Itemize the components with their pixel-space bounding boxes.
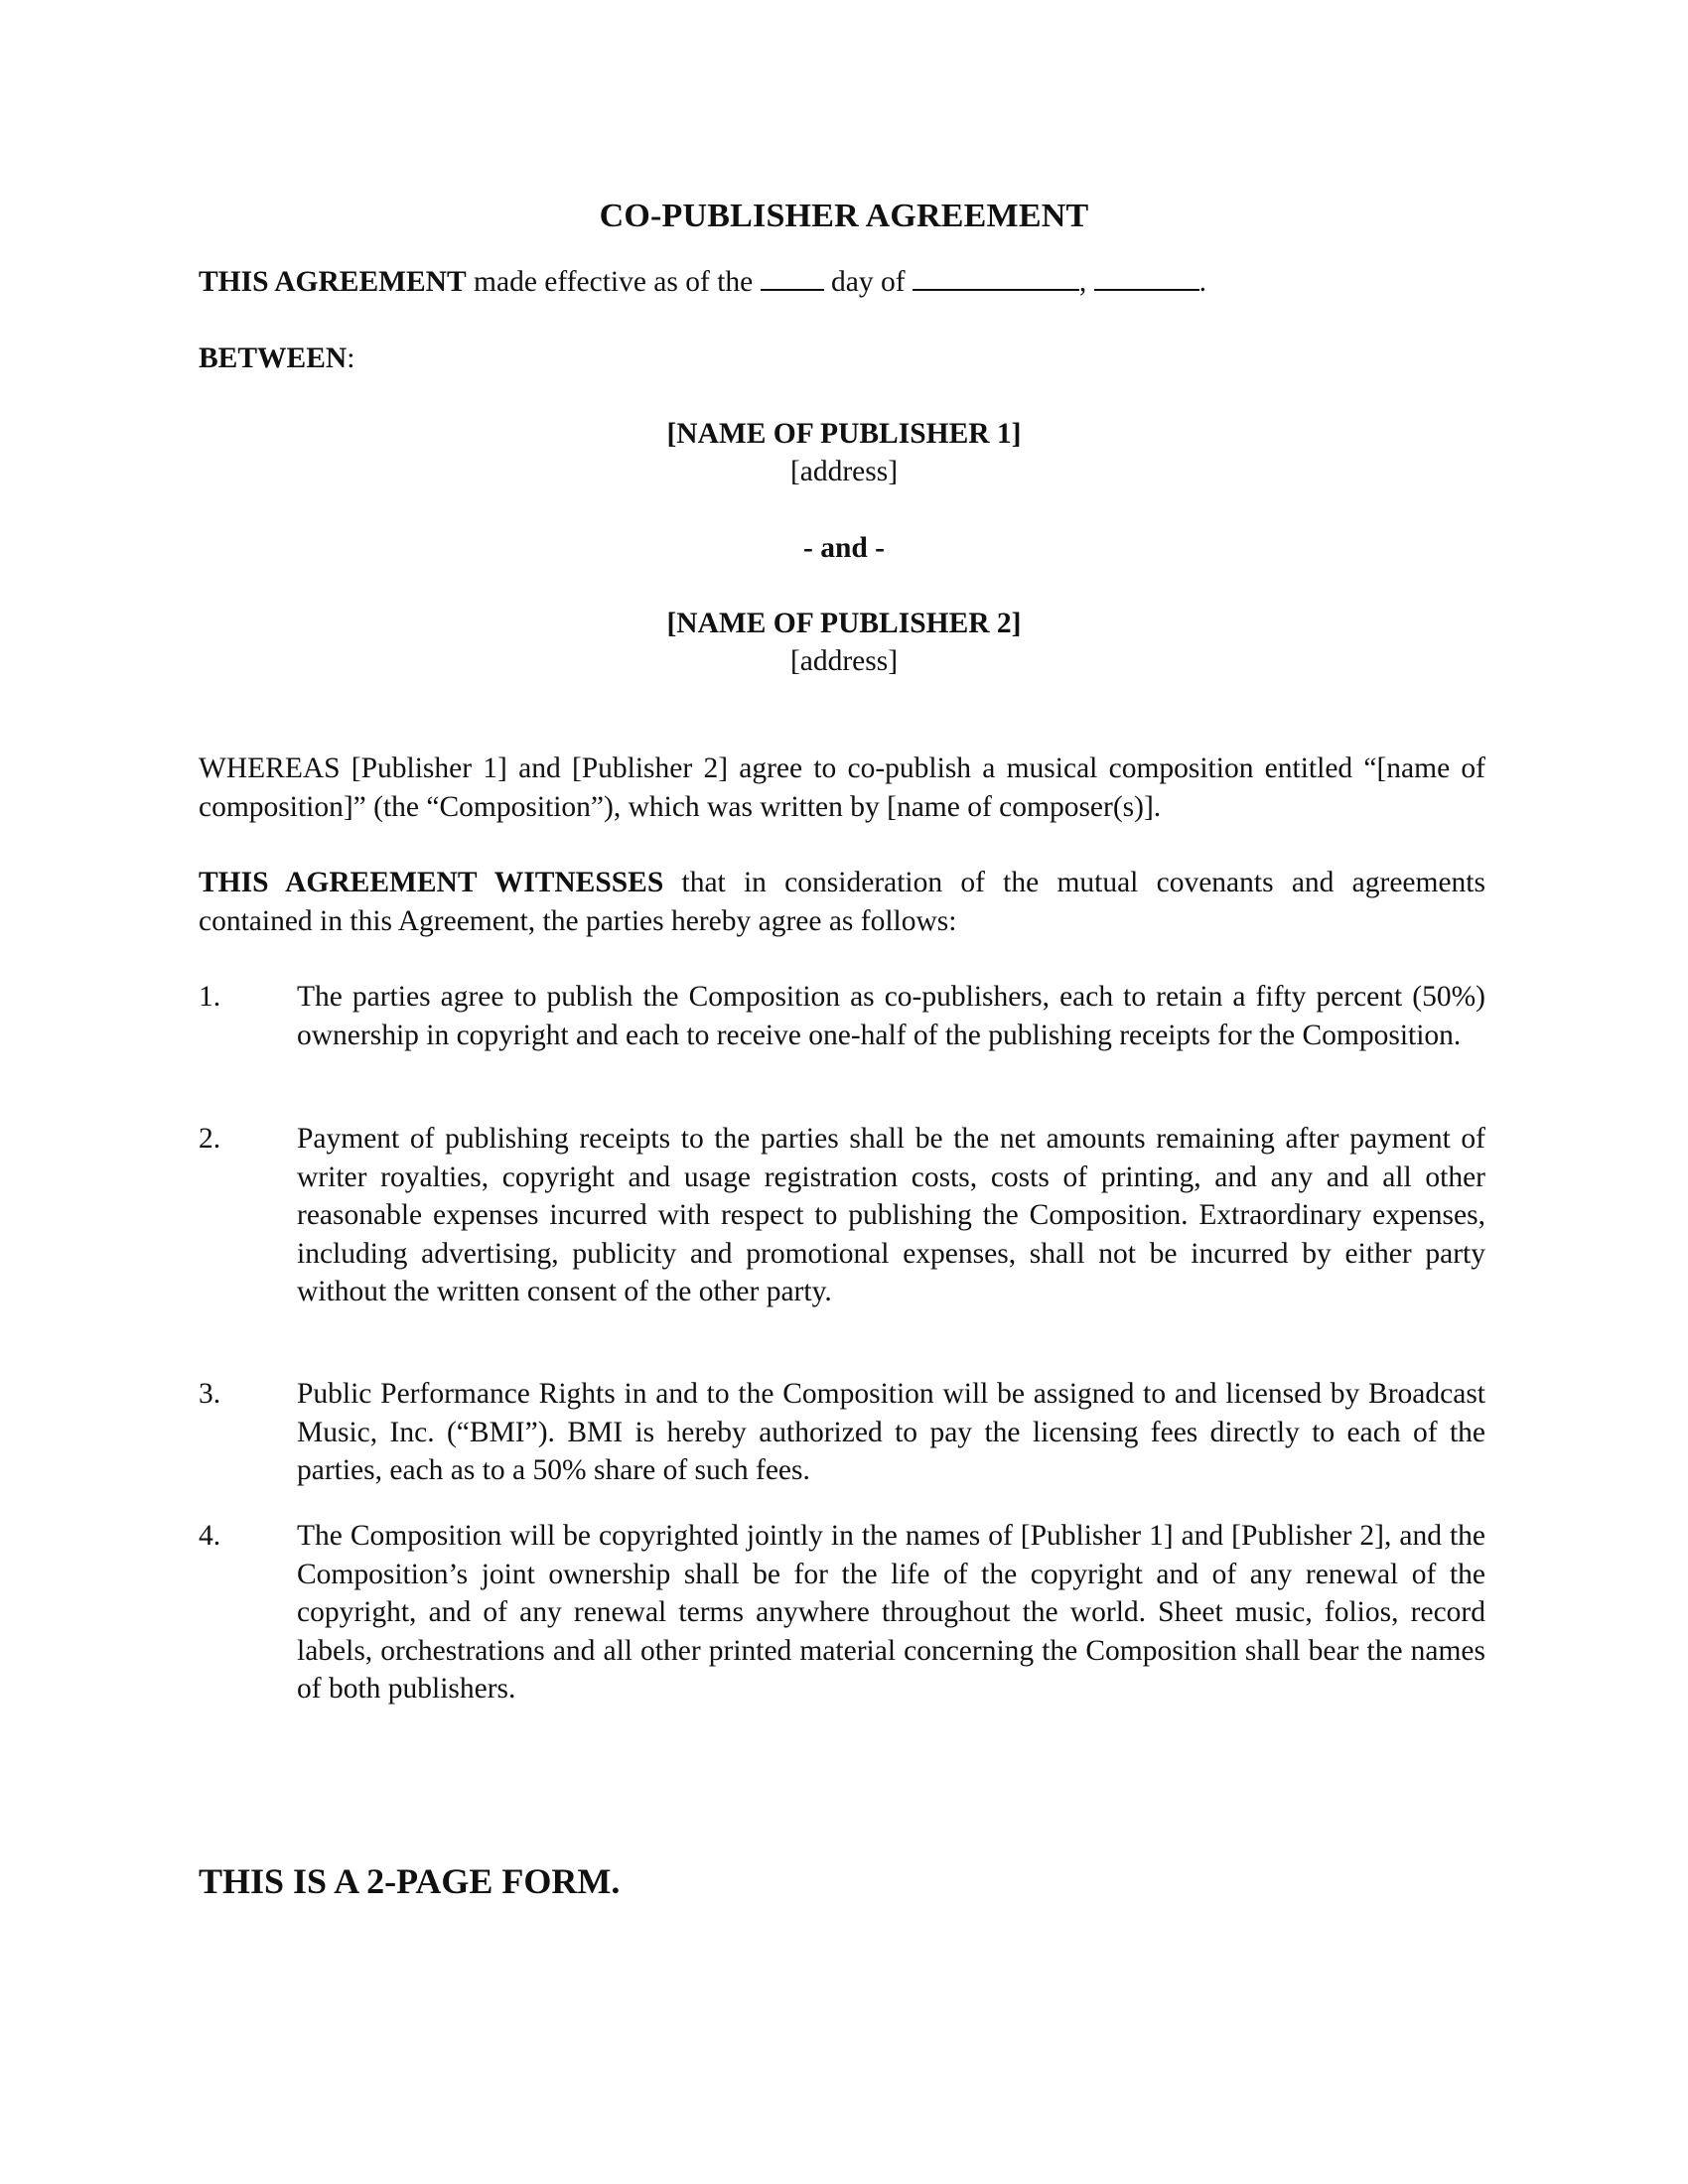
- clause-text: The Composition will be copyrighted jointly in the names of [Publisher 1] and [Publisher 2], and the Composition’s joint ownership shall be for the life of the copyright and of any renewal of the copyright, and of any renewal terms anywhere throughout the world. Sheet music, folios, record labels, orchestrations and all other printed material concerning the Composition shall bear the names of both publishers.: [297, 1520, 1485, 1705]
- effective-lead: THIS AGREEMENT: [199, 266, 467, 298]
- day-blank[interactable]: [761, 263, 824, 291]
- clause-4: [199, 1517, 1485, 1708]
- document-title: CO-PUBLISHER AGREEMENT: [599, 198, 1089, 234]
- clause-number: 3.: [199, 1378, 221, 1410]
- clause-text: Public Performance Rights in and to the Composition will be assigned to and licensed by Broadcast Music, Inc. (“BMI”). BMI is hereby authorized to pay the licensing fees directly to each of the parties, each as to a 50% share of such fees.: [297, 1378, 1485, 1486]
- month-blank[interactable]: [913, 263, 1079, 291]
- party-1-name: [NAME OF PUBLISHER 1]: [666, 418, 1022, 450]
- party-2-address: [address]: [789, 645, 899, 677]
- clause-number: 4.: [199, 1520, 221, 1552]
- witnesses-paragraph: [199, 864, 1485, 940]
- clause-1: [199, 978, 1485, 1054]
- year-blank[interactable]: [1094, 263, 1199, 291]
- effective-text-2: day of: [823, 266, 913, 298]
- page-count-note: THIS IS A 2-PAGE FORM.: [199, 1861, 621, 1901]
- effective-text-1: made effective as of the: [466, 266, 761, 298]
- effective-text-4: .: [1198, 266, 1207, 298]
- between-label: BETWEEN: [199, 342, 348, 374]
- witnesses-text: that in consideration of the mutual covenants and agreements contained in this Agreement, the parties hereby agree as follows:: [199, 867, 1485, 937]
- effective-text-3: ,: [1078, 266, 1094, 298]
- witnesses-lead: THIS AGREEMENT WITNESSES: [199, 867, 664, 898]
- and-separator: - and -: [803, 532, 885, 564]
- recital-paragraph: WHEREAS [Publisher 1] and [Publisher 2] agree to co-publish a musical composition entitled “[name of composition]” (the “Composition”), which was written by [name of composer(s)].: [199, 752, 1485, 823]
- clause-3: [199, 1375, 1485, 1490]
- clause-text: Payment of publishing receipts to the parties shall be the net amounts remaining after payment of writer royalties, copyright and usage registration costs, costs of printing, and any and all other reasonable expenses incurred with respect to publishing the Composition. Extraordinary expenses, including advertising, publicity and promotional expenses, shall not be incurred by either party without the written consent of the other party.: [297, 1123, 1485, 1307]
- clause-number: 2.: [199, 1123, 221, 1155]
- clause-2: [199, 1120, 1485, 1311]
- party-2-name: [NAME OF PUBLISHER 2]: [666, 608, 1022, 639]
- clause-text: The parties agree to publish the Composition as co-publishers, each to retain a fifty percent (50%) ownership in copyright and each to receive one-half of the publishing receipts for the Composition.: [297, 981, 1485, 1051]
- between-colon: :: [347, 342, 355, 374]
- between-line: [199, 340, 1485, 378]
- party-1-address: [address]: [789, 456, 899, 487]
- clause-number: 1.: [199, 981, 221, 1013]
- effective-date-line: [199, 263, 1485, 302]
